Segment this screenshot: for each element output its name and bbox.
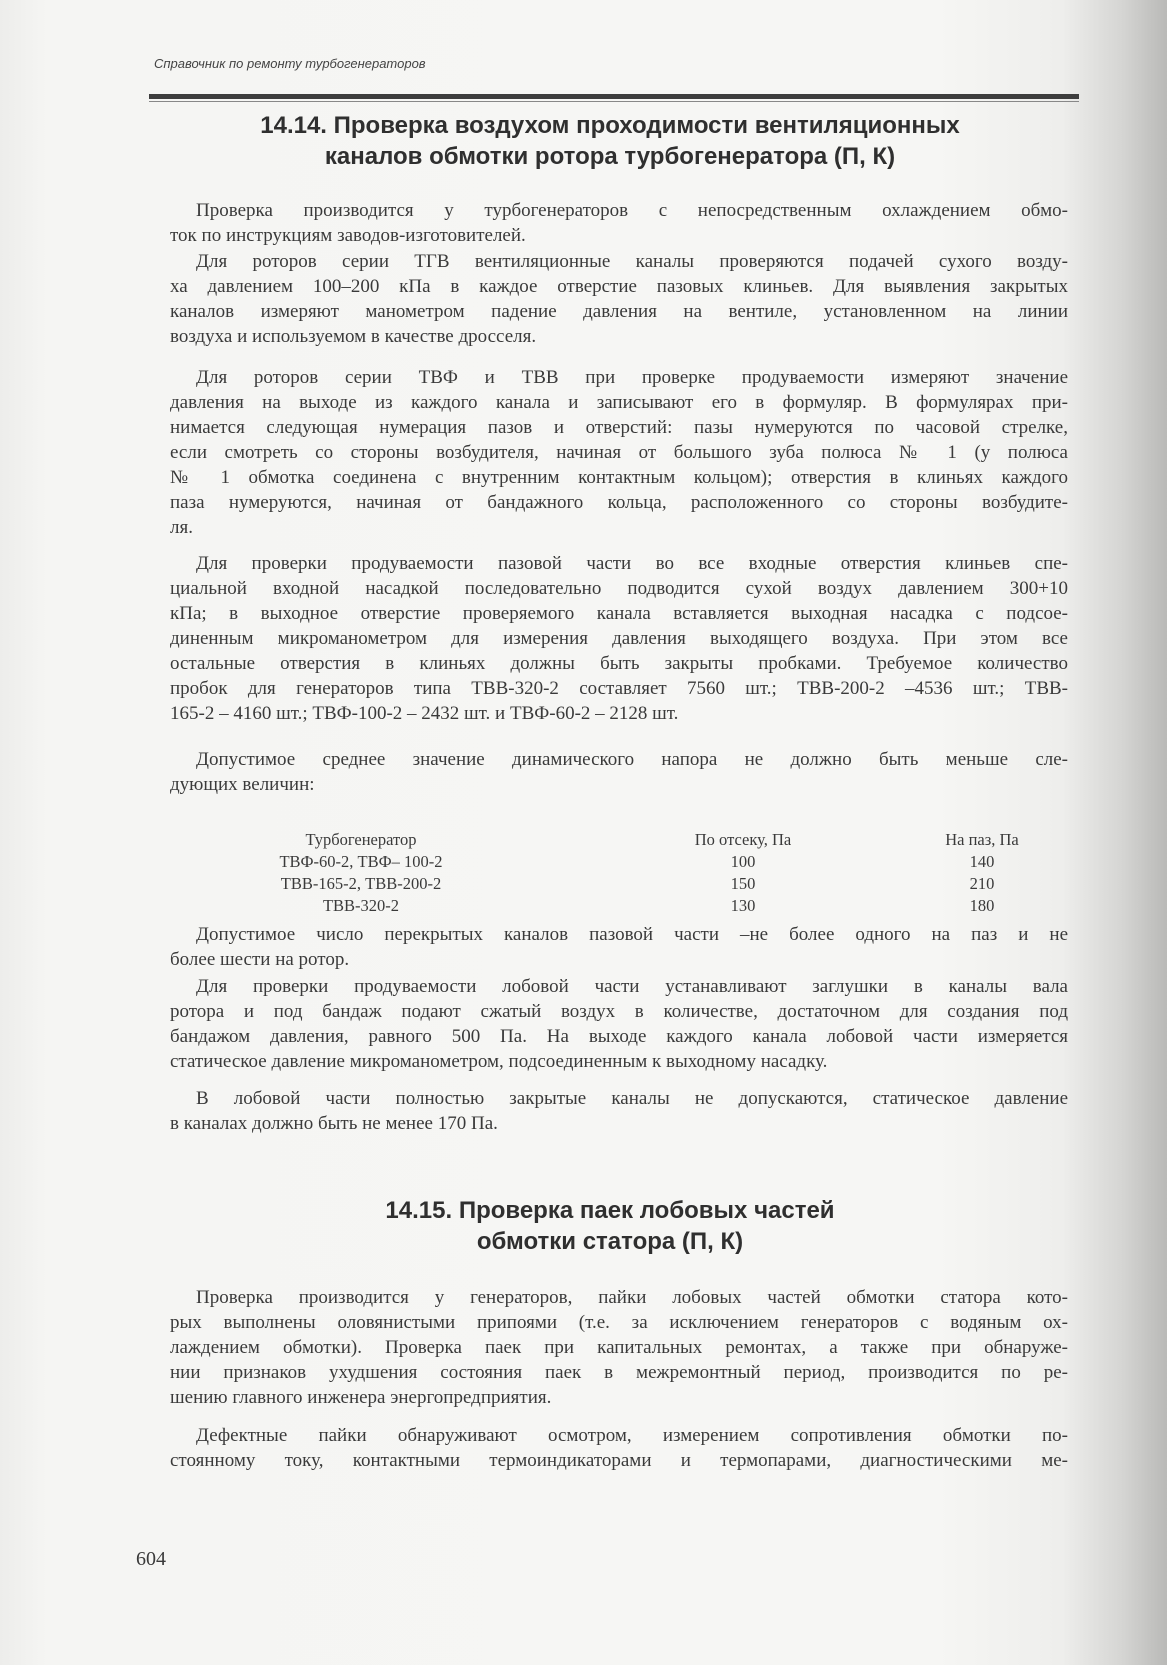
- section-title-14-14: [150, 110, 1070, 172]
- table-cell: 150: [730, 874, 756, 893]
- paragraph: [170, 249, 1068, 349]
- table-cell: ТВФ-60-2, ТВФ– 100-2: [279, 852, 443, 871]
- paragraph: [170, 365, 1068, 540]
- table-cell: ТВВ-320-2: [322, 896, 400, 915]
- table-cell: 210: [969, 874, 995, 893]
- table-cell: 180: [969, 896, 995, 915]
- text-line: ха давлением 100–200 кПа в каждое отверстие пазовых клиньев. Для выявления закрытых: [170, 276, 1068, 297]
- text-line: ля.: [170, 517, 193, 538]
- text-line: бандажом давления, равного 500 Па. На выходе каждого канала лобовой части измеряется: [170, 1026, 1068, 1047]
- text-line: № 1 обмотка соединена с внутренним контактным кольцом); отверстия в клиньях каждого: [170, 467, 1068, 488]
- paragraph: [170, 198, 1068, 248]
- paragraph: [170, 1285, 1068, 1410]
- text-line: давления на выходе из каждого канала и записывают его в формуляр. В формулярах при-: [170, 392, 1068, 413]
- table-header: По отсеку, Па: [694, 830, 792, 849]
- text-line: каналов измеряют манометром падение давления на вентиле, установленном на линии: [170, 301, 1068, 322]
- text-line: шению главного инженера энергопредприятия.: [170, 1387, 552, 1408]
- text-line: 165-2 – 4160 шт.; ТВФ-100-2 – 2432 шт. и ТВФ-60-2 – 2128 шт.: [170, 703, 679, 724]
- header-rule: [149, 94, 1079, 99]
- text-line: Дефектные пайки обнаруживают осмотром, измерением сопротивления обмотки по-: [196, 1425, 1068, 1446]
- title-line: 14.14. Проверка воздухом проходимости вентиляционных: [260, 112, 960, 139]
- text-line: Проверка производится у генераторов, пайки лобовых частей обмотки статора кото-: [196, 1287, 1068, 1308]
- text-line: Для проверки продуваемости пазовой части во все входные отверстия клиньев спе-: [196, 553, 1068, 574]
- text-line: паза нумеруются, начиная от бандажного кольца, расположенного со стороны возбудите-: [170, 492, 1068, 513]
- text-line: нимается следующая нумерация пазов и отверстий: пазы нумеруются по часовой стрелке,: [170, 417, 1068, 438]
- paragraph: [170, 1086, 1068, 1136]
- table-header: Турбогенератор: [305, 830, 417, 849]
- table-row: [170, 895, 1068, 917]
- text-line: Для роторов серии ТГВ вентиляционные каналы проверяются подачей сухого возду-: [196, 251, 1068, 272]
- text-line: более шести на ротор.: [170, 949, 350, 970]
- table-cell: ТВВ-165-2, ТВВ-200-2: [280, 874, 442, 893]
- table-row: [170, 851, 1068, 873]
- title-line: 14.15. Проверка паек лобовых частей: [385, 1197, 835, 1224]
- table-header: На паз, Па: [945, 830, 1019, 849]
- page-number: 604: [136, 1548, 166, 1570]
- text-line: рых выполнены оловянистыми припоями (т.е. за исключением генераторов с водяным ох-: [170, 1312, 1068, 1333]
- text-line: лаждением обмотки). Проверка паек при капитальных ремонтах, а также при обнаруже-: [170, 1337, 1068, 1358]
- text-line: воздуха и используемом в качестве дросселя.: [170, 326, 537, 347]
- title-line: каналов обмотки ротора турбогенератора (П, К): [324, 143, 896, 170]
- table-cell: 140: [969, 852, 995, 871]
- pressure-table: [170, 829, 1068, 917]
- paragraph: [170, 747, 1068, 797]
- text-line: нии признаков ухудшения состояния паек в межремонтный период, производится по ре-: [170, 1362, 1068, 1383]
- text-line: Для роторов серии ТВФ и ТВВ при проверке продуваемости измеряют значение: [196, 367, 1068, 388]
- text-line: стоянному току, контактными термоиндикаторами и термопарами, диагностическими ме-: [170, 1450, 1068, 1471]
- paragraph: [170, 1423, 1068, 1473]
- text-line: ротора и под бандаж подают сжатый воздух в количестве, достаточном для создания под: [170, 1001, 1068, 1022]
- text-line: Допустимое среднее значение динамического напора не должно быть меньше сле-: [196, 749, 1068, 770]
- text-line: диненным микроманометром для измерения давления выходящего воздуха. При этом все: [170, 628, 1068, 649]
- title-line: обмотки статора (П, К): [476, 1228, 744, 1255]
- paragraph: [170, 974, 1068, 1074]
- header-rule-thin: [149, 101, 1079, 102]
- table-cell: 130: [730, 896, 756, 915]
- running-header: Справочник по ремонту турбогенераторов: [154, 56, 426, 71]
- text-line: Для проверки продуваемости лобовой части устанавливают заглушки в каналы вала: [196, 976, 1068, 997]
- text-line: Проверка производится у турбогенераторов с непосредственным охлаждением обмо-: [196, 200, 1068, 221]
- paragraph: [170, 922, 1068, 972]
- table-row: [170, 873, 1068, 895]
- paragraph: [170, 551, 1068, 726]
- text-line: в каналах должно быть не менее 170 Па.: [170, 1113, 498, 1134]
- text-line: ток по инструкциям заводов-изготовителей.: [170, 225, 526, 246]
- table-cell: 100: [730, 852, 756, 871]
- text-line: В лобовой части полностью закрытые каналы не допускаются, статическое давление: [196, 1088, 1068, 1109]
- text-line: циальной входной насадкой последовательно подводится сухой воздух давлением 300+10: [170, 578, 1068, 599]
- text-line: Допустимое число перекрытых каналов пазовой части –не более одного на паз и не: [196, 924, 1068, 945]
- text-line: если смотреть со стороны возбудителя, начиная от большого зуба полюса № 1 (у полюса: [170, 442, 1068, 463]
- section-title-14-15: [150, 1195, 1070, 1257]
- text-line: кПа; в выходное отверстие проверяемого канала вставляется выходная насадка с подсое-: [170, 603, 1068, 624]
- text-line: статическое давление микроманометром, подсоединенным к выходному насадку.: [170, 1051, 828, 1072]
- table-header-row: [170, 829, 1068, 851]
- text-line: пробок для генераторов типа ТВВ-320-2 составляет 7560 шт.; ТВВ-200-2 –4536 шт.; ТВВ-: [170, 678, 1068, 699]
- text-line: остальные отверстия в клиньях должны быть закрыты пробками. Требуемое количество: [170, 653, 1068, 674]
- text-line: дующих величин:: [170, 774, 315, 795]
